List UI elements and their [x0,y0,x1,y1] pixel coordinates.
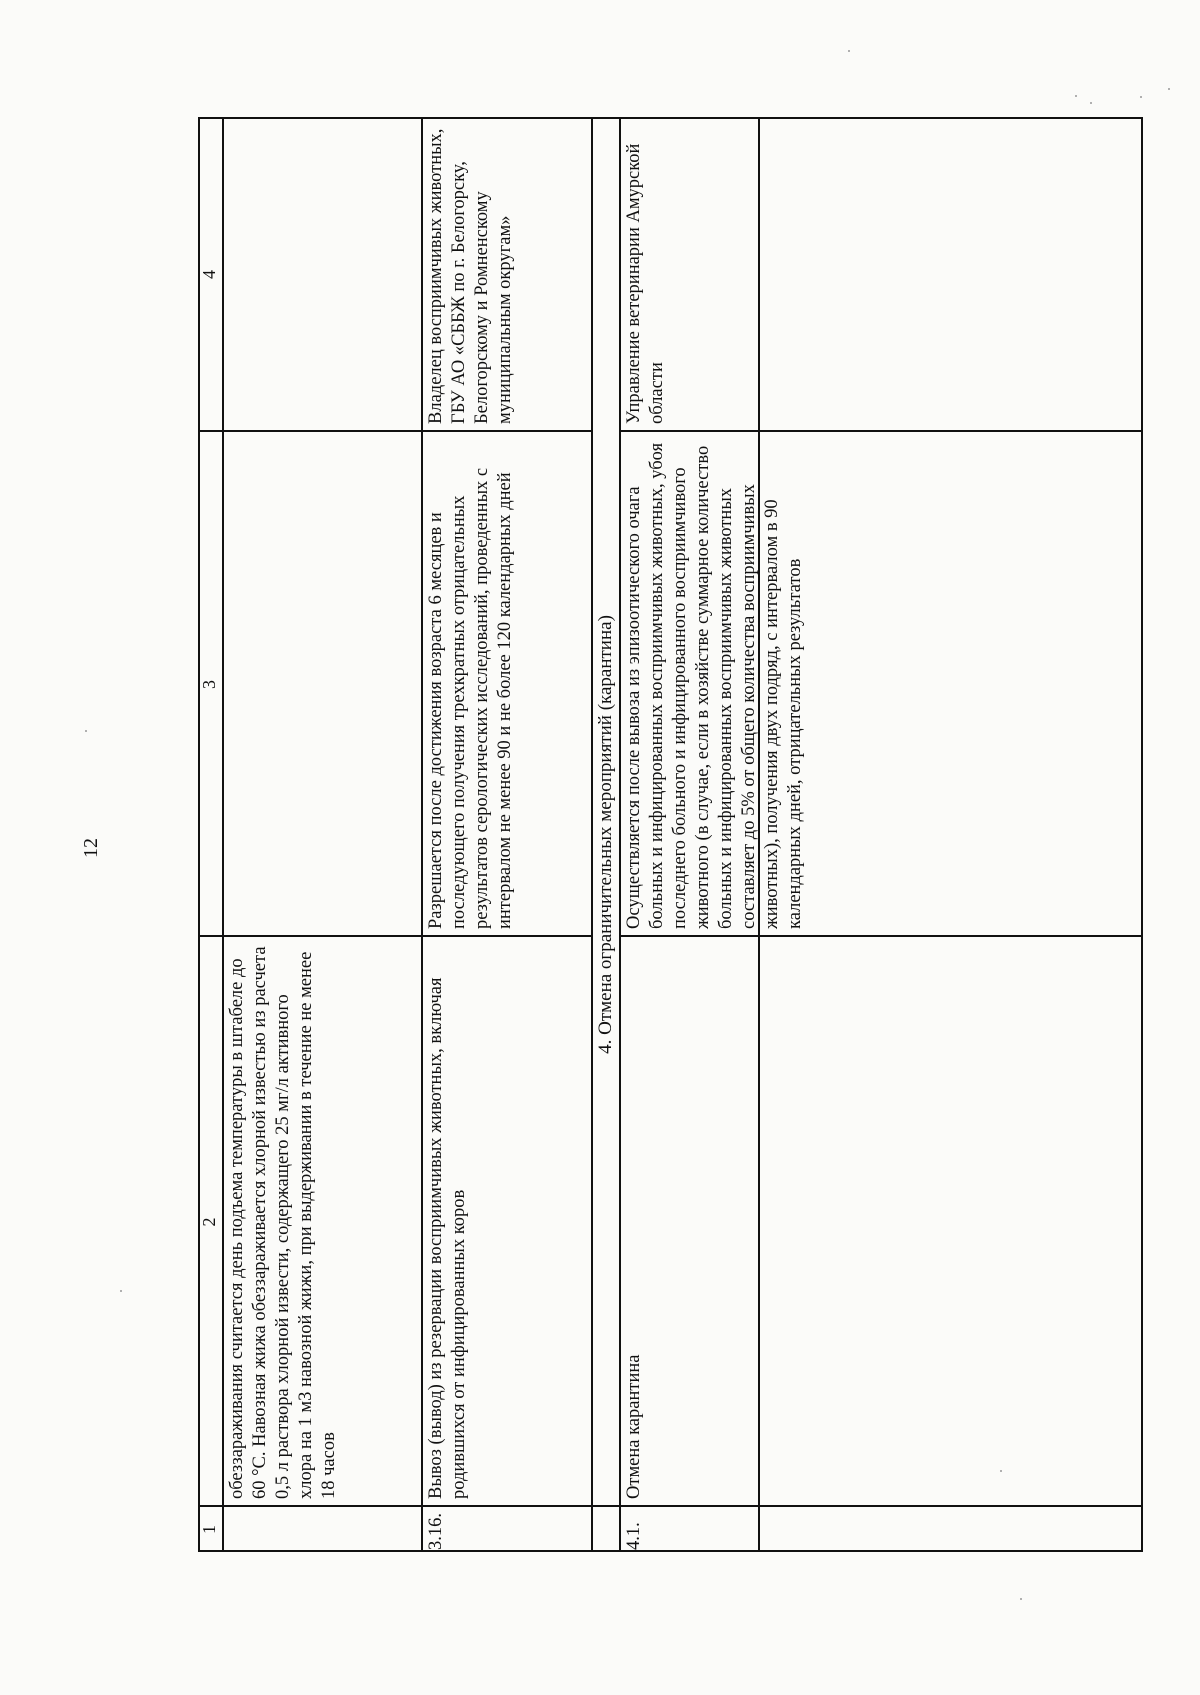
row-4-1-measure: Отмена карантина [624,1354,644,1499]
row-3-16-measure: Вывоз (вывод) из резервации восприимчивых животных, включая родившихся от инфицированных коров [426,977,469,1499]
row-3-16-num: 3.16. [426,1513,446,1550]
header-col-2: 2 [199,1217,219,1227]
scan-speck [1168,88,1170,90]
scan-speck [1090,102,1092,104]
row-4-1-deadline: Осуществляется после вывоза из эпизоотического очага больных и инфицированных восприимчивых животных, убоя последнего больного и инфицированного восприимчивого животного (в случае, если в хозяйстве суммарное количество больных и инфицированных восприимчивых животных составляет до 5% от общего количества восприимчивых животных), получения двух подряд, с интервалом в 90 календарных дней, отрицательных результатов [624,442,805,929]
scan-speck [848,50,850,52]
scan-speck [85,730,87,732]
scan-speck [120,1290,122,1292]
row-cont-deadline [222,432,421,937]
row-cont-measure: обеззараживания считается день подъема температуры в штабеле до 60 °С. Навозная жижа обеззараживается хлорной известью из расчета 0,5 л раствора хлорной извести, содержащего 25 мг/л активного хлора на 1 м3 навозной жижи, при выдерживании в течение не менее 18 часов [227,946,339,1499]
header-col-1: 1 [199,1525,219,1534]
row-4-1-num: 4.1. [624,1522,644,1550]
header-col-3: 3 [199,680,219,689]
scan-speck [1140,96,1142,98]
scan-speck [1000,1470,1002,1472]
scan-speck [1075,95,1077,97]
header-col-4: 4 [199,270,219,279]
row-3-16-deadline: Разрешается после достижения возраста 6 месяцев и последующего получения трехкратных отрицательных результатов серологических исследований, проведенных с интервалом не менее 90 и не более 120 календарных дней [426,467,515,929]
page-number: 12 [80,838,102,858]
scan-speck [1020,1598,1022,1600]
row-cont-executor [222,117,421,432]
section-title: 4. Отмена ограничительных мероприятий (карантина) [595,615,616,1054]
row-4-1-executor: Управление ветеринарии Амурской области [624,143,667,424]
row-cont-num [222,1507,421,1552]
row-3-16-executor: Владелец восприимчивых животных, ГБУ АО «СББЖ по г. Белогорску, Белогорскому и Ромненскому муниципальным округам» [426,128,515,424]
rotated-table [198,117,1143,1552]
